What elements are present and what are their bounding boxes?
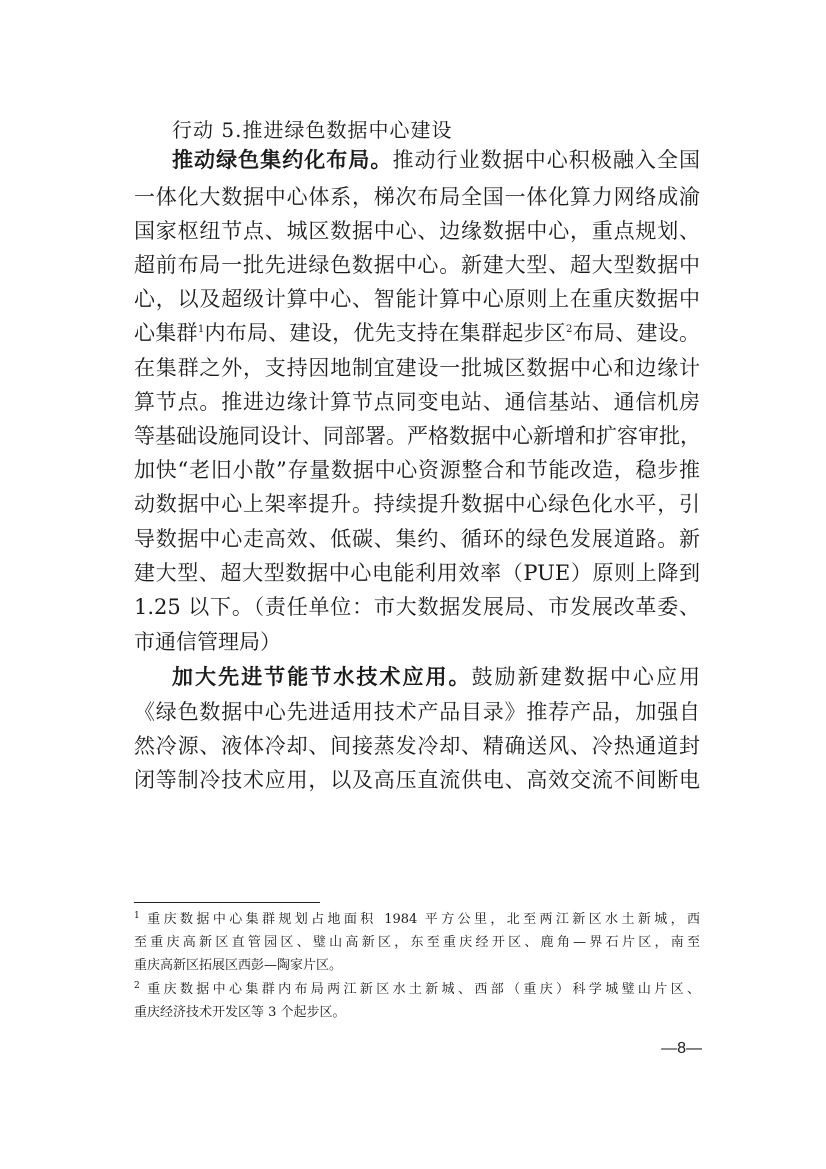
footnote-line: 重庆经济技术开发区等 3 个起步区。 [134,1005,346,1020]
footnote-1: $^1$ 重庆数据中心集群规划占地面积 1984 平方公里，北至两江新区水土新城，西 [134,911,700,927]
footnote-ref-2[interactable]: 2 [566,324,573,335]
paragraph-line: 《绿色数据中心先进适用技术产品目录》推荐产品，加强自 [134,700,700,724]
bold-lead: 加大先进节能节水技术应用。 [172,664,472,689]
paragraph-line: 心集群$^1$内布局、建设，优先支持在集群起步区$^2$布局、建设。 [134,321,701,345]
paragraph-line: 国家枢纽节点、城区数据中心、边缘数据中心，重点规划、 [134,219,700,243]
footnote-ref-1[interactable]: 1 [197,324,205,335]
paragraph-line: 超前布局一批先进绿色数据中心。新建大型、超大型数据中 [134,253,700,277]
footnote-separator [134,902,320,903]
paragraph-line: 推动绿色集约化布局。推动行业数据中心积极融入全国 [172,147,701,172]
paragraph-line: 市通信管理局） [134,630,281,654]
bold-lead: 推动绿色集约化布局。 [172,147,393,172]
paragraph-line: 心，以及超级计算中心、智能计算中心原则上在重庆数据中 [134,287,700,311]
paragraph-line: 在集群之外，支持因地制宜建设一批城区数据中心和边缘计 [134,356,700,380]
paragraph-line: 加大先进节能节水技术应用。鼓励新建数据中心应用 [172,664,701,689]
paragraph-line: 等基础设施同设计、同部署。严格数据中心新增和扩容审批， [134,424,701,448]
paragraph-line: 建大型、超大型数据中心电能利用效率（PUE）原则上降到 [134,561,700,585]
paragraph-line: 算节点。推进边缘计算节点同变电站、通信基站、通信机房 [134,390,700,414]
page-number: —8— [661,1040,702,1057]
footnote-2: $^2$ 重庆数据中心集群内布局两江新区水土新城、西部（重庆）科学城璧山片区、 [134,981,700,997]
paragraph-line: 一体化大数据中心体系，梯次布局全国一体化算力网络成渝 [134,185,700,209]
paragraph-line: 动数据中心上架率提升。持续提升数据中心绿色化水平，引 [134,492,700,516]
paragraph-line: 闭等制冷技术应用，以及高压直流供电、高效交流不间断电 [134,768,700,792]
footnote-line: 至重庆高新区直管园区、璧山高新区，东至重庆经开区、鹿角—界石片区，南至 [134,935,700,950]
footnote-line: 重庆高新区拓展区西彭—陶家片区。 [134,958,343,973]
paragraph-line: 1.25 以下。（责任单位：市大数据发展局、市发展改革委、 [134,595,700,619]
paragraph-line: 加快“老旧小散”存量数据中心资源整合和节能改造，稳步推 [134,458,700,482]
section-heading: 行动 5.推进绿色数据中心建设 [172,118,453,142]
paragraph-line: 导数据中心走高效、低碳、集约、循环的绿色发展道路。新 [134,527,700,551]
paragraph-line: 然冷源、液体冷却、间接蒸发冷却、精确送风、冷热通道封 [134,734,700,758]
